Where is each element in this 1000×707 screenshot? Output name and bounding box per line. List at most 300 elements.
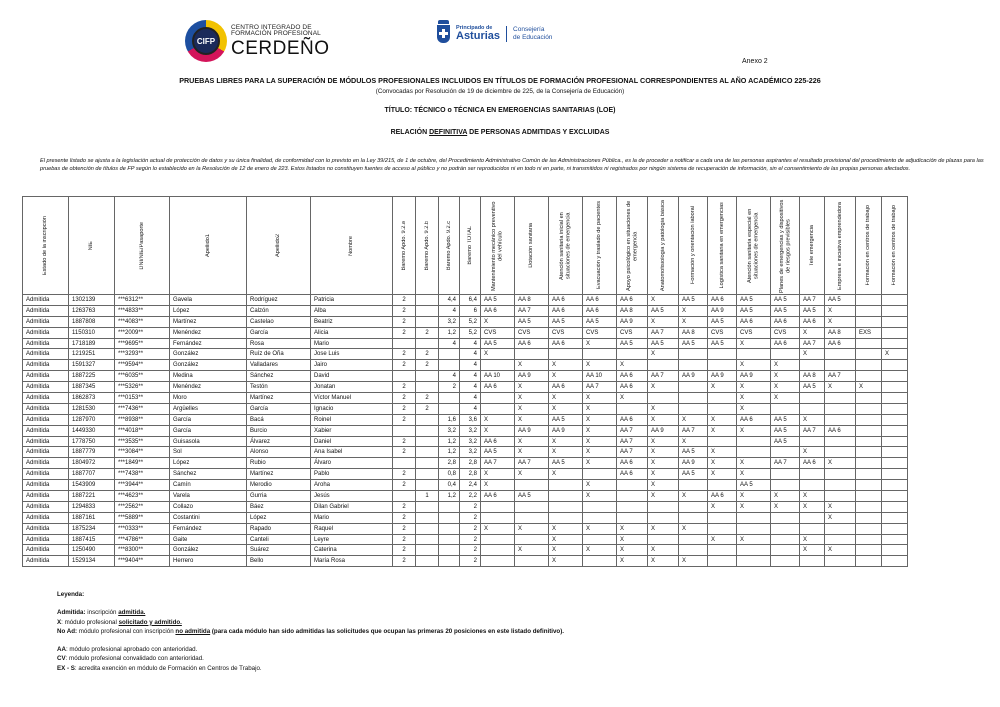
- table-cell: [617, 349, 648, 360]
- annex-label: Anexo 2: [742, 58, 768, 65]
- table-cell: 4: [460, 382, 481, 393]
- table-cell: X: [648, 469, 679, 480]
- table-cell: Merodio: [247, 480, 311, 491]
- table-cell: [481, 360, 515, 371]
- legend-item: CV: módulo profesional convalidado con anterioridad.: [57, 655, 204, 663]
- table-cell: [882, 523, 908, 534]
- table-cell: Mario: [311, 512, 393, 523]
- table-cell: Fernández: [170, 523, 247, 534]
- privacy-notice: El presente listado se ajusta a la legislación actual de protección de datos y su única finalidad, de conformidad con lo previsto en la Ley 39/215, de 1 de octubre, del Procedimiento Administrativo Común de las Administraciones Pública., es la de proceder a notificar a cada una de las personas aspirantes el resultado provisional del procedimiento de adjudicación de plazas para las pruebas de obtención de títulos de FP según lo establecido en la Resolución de 12 de enero de 223. Estos listados no constituyen fuentes de acceso al público y no podrán ser reproducidos ni en todo ni en parte, ni transmitidos ni registrados por ningún sistema de recuperación de información, sin el consentimiento de las propias personas afectados.: [40, 158, 984, 173]
- table-cell: AA 9: [617, 316, 648, 327]
- table-cell: [882, 338, 908, 349]
- table-cell: 1804972: [69, 458, 115, 469]
- table-cell: X: [549, 556, 583, 567]
- table-cell: X: [708, 501, 737, 512]
- asturias-shield-icon: [437, 25, 450, 43]
- table-cell: [708, 512, 737, 523]
- table-cell: AA 9: [708, 305, 737, 316]
- table-cell: X: [708, 469, 737, 480]
- table-cell: ***7438**: [115, 469, 170, 480]
- table-cell: [882, 556, 908, 567]
- table-cell: 1887161: [69, 512, 115, 523]
- table-cell: [771, 403, 800, 414]
- table-cell: 0,4: [439, 480, 460, 491]
- table-cell: X: [549, 403, 583, 414]
- table-cell: 4: [460, 403, 481, 414]
- table-cell: ***4833**: [115, 305, 170, 316]
- table-cell: X: [800, 349, 825, 360]
- table-cell: AA 6: [583, 305, 617, 316]
- table-cell: Jairo: [311, 360, 393, 371]
- table-cell: Roinel: [311, 414, 393, 425]
- table-cell: 2: [393, 316, 416, 327]
- table-cell: 1887415: [69, 534, 115, 545]
- table-cell: [515, 480, 549, 491]
- table-cell: [856, 360, 882, 371]
- table-cell: AA 5: [679, 338, 708, 349]
- table-cell: [882, 458, 908, 469]
- table-cell: X: [771, 371, 800, 382]
- table-cell: Admitida: [23, 414, 69, 425]
- table-cell: López: [170, 305, 247, 316]
- table-cell: García: [247, 403, 311, 414]
- table-cell: 1887808: [69, 316, 115, 327]
- table-cell: [856, 491, 882, 502]
- table-cell: X: [481, 316, 515, 327]
- table-cell: [481, 403, 515, 414]
- table-cell: [648, 512, 679, 523]
- table-cell: X: [583, 480, 617, 491]
- table-cell: [679, 501, 708, 512]
- column-header: Atención sanitaria inicial en situaciones de emergencia: [549, 197, 583, 295]
- table-cell: X: [549, 469, 583, 480]
- table-cell: ***1849**: [115, 458, 170, 469]
- table-cell: [771, 534, 800, 545]
- table-cell: [825, 436, 856, 447]
- table-cell: [771, 512, 800, 523]
- table-cell: [825, 556, 856, 567]
- table-cell: AA 6: [515, 338, 549, 349]
- table-cell: AA 8: [825, 327, 856, 338]
- table-cell: 2: [460, 512, 481, 523]
- table-cell: X: [800, 501, 825, 512]
- table-cell: 2: [460, 501, 481, 512]
- cifp-cerdeno-logo: [185, 20, 330, 62]
- table-cell: [583, 501, 617, 512]
- table-cell: AA 6: [771, 316, 800, 327]
- table-cell: Admitida: [23, 491, 69, 502]
- table-cell: X: [549, 393, 583, 404]
- table-cell: 2: [393, 501, 416, 512]
- table-cell: 1302139: [69, 295, 115, 306]
- table-cell: AA 7: [515, 305, 549, 316]
- table-cell: 3,2: [439, 316, 460, 327]
- table-cell: Rubio: [247, 458, 311, 469]
- table-cell: CVS: [515, 327, 549, 338]
- table-cell: [549, 349, 583, 360]
- table-cell: AA 5: [481, 338, 515, 349]
- table-row: [23, 436, 908, 447]
- table-cell: X: [549, 523, 583, 534]
- table-cell: [583, 469, 617, 480]
- table-cell: García: [247, 327, 311, 338]
- table-cell: [393, 338, 416, 349]
- table-cell: X: [800, 491, 825, 502]
- table-cell: [416, 469, 439, 480]
- table-cell: González: [170, 349, 247, 360]
- table-cell: X: [737, 469, 771, 480]
- table-cell: X: [771, 501, 800, 512]
- table-cell: AA 6: [481, 382, 515, 393]
- table-cell: Admitida: [23, 316, 69, 327]
- table-cell: X: [771, 393, 800, 404]
- table-cell: Admitida: [23, 371, 69, 382]
- table-cell: X: [549, 447, 583, 458]
- table-cell: X: [583, 447, 617, 458]
- cifp-circle-icon: [185, 20, 227, 62]
- table-cell: [708, 349, 737, 360]
- table-cell: AA 5: [800, 382, 825, 393]
- table-cell: 1,2: [439, 436, 460, 447]
- table-cell: [679, 480, 708, 491]
- table-cell: AA 6: [617, 371, 648, 382]
- column-header: Mantenimiento mecánico preventivo del vehículo: [481, 197, 515, 295]
- column-header: Apellido2: [247, 197, 311, 295]
- table-cell: Rosa: [247, 338, 311, 349]
- table-cell: AA 6: [617, 414, 648, 425]
- table-cell: Patricia: [311, 295, 393, 306]
- table-cell: X: [679, 491, 708, 502]
- table-cell: AA 7: [800, 338, 825, 349]
- table-cell: [439, 523, 460, 534]
- table-cell: X: [515, 447, 549, 458]
- table-cell: Caterina: [311, 545, 393, 556]
- table-cell: Castelao: [247, 316, 311, 327]
- table-cell: X: [617, 545, 648, 556]
- table-cell: [549, 480, 583, 491]
- table-cell: ***0153**: [115, 393, 170, 404]
- table-cell: AA 8: [800, 371, 825, 382]
- table-cell: [856, 556, 882, 567]
- table-cell: X: [515, 360, 549, 371]
- table-cell: X: [708, 382, 737, 393]
- table-cell: X: [679, 436, 708, 447]
- table-cell: Menéndez: [170, 382, 247, 393]
- table-cell: ***4018**: [115, 425, 170, 436]
- table-cell: Gavela: [170, 295, 247, 306]
- table-cell: 1449330: [69, 425, 115, 436]
- table-cell: AA 7: [679, 425, 708, 436]
- table-cell: [825, 349, 856, 360]
- column-header: Apoyo psicológico en situaciones de emergencia: [617, 197, 648, 295]
- table-cell: X: [648, 382, 679, 393]
- table-cell: AA 5: [825, 295, 856, 306]
- legend-item: AA: módulo profesional aprobado con anterioridad.: [57, 646, 198, 654]
- table-cell: AA 10: [583, 371, 617, 382]
- table-cell: ***4623**: [115, 491, 170, 502]
- table-cell: 1,2: [439, 447, 460, 458]
- table-cell: X: [648, 480, 679, 491]
- table-cell: X: [737, 458, 771, 469]
- table-cell: [856, 425, 882, 436]
- table-cell: Admitida: [23, 382, 69, 393]
- table-cell: Collazo: [170, 501, 247, 512]
- column-header: Logística sanitaria en emergencias: [708, 197, 737, 295]
- table-row: [23, 480, 908, 491]
- table-cell: [882, 403, 908, 414]
- column-header: Formación en centros de trabajo: [856, 197, 882, 295]
- table-cell: 1529134: [69, 556, 115, 567]
- table-cell: [771, 447, 800, 458]
- table-cell: [856, 316, 882, 327]
- table-cell: [737, 349, 771, 360]
- column-header: Baremo Apdo. 9.2.c: [439, 197, 460, 295]
- table-cell: X: [617, 534, 648, 545]
- table-cell: 2: [393, 295, 416, 306]
- table-cell: 4: [460, 349, 481, 360]
- table-cell: [856, 447, 882, 458]
- table-cell: 1281530: [69, 403, 115, 414]
- table-cell: [771, 556, 800, 567]
- table-cell: Rodríguez: [247, 295, 311, 306]
- table-cell: X: [737, 403, 771, 414]
- table-cell: X: [800, 534, 825, 545]
- table-cell: ***3293**: [115, 349, 170, 360]
- table-cell: [825, 393, 856, 404]
- column-header: Baremo Apdo. 9.2.a: [393, 197, 416, 295]
- table-cell: [882, 501, 908, 512]
- table-cell: Martínez: [247, 469, 311, 480]
- table-cell: [679, 512, 708, 523]
- table-cell: AA 7: [583, 382, 617, 393]
- table-cell: AA 5: [771, 436, 800, 447]
- table-cell: X: [648, 349, 679, 360]
- table-cell: X: [481, 469, 515, 480]
- table-cell: Guisasola: [170, 436, 247, 447]
- table-cell: X: [825, 512, 856, 523]
- table-cell: X: [737, 338, 771, 349]
- table-cell: ***3084**: [115, 447, 170, 458]
- table-cell: ***3944**: [115, 480, 170, 491]
- table-cell: 2,4: [460, 480, 481, 491]
- table-cell: Admitida: [23, 327, 69, 338]
- table-cell: AA 8: [617, 305, 648, 316]
- table-cell: AA 7: [800, 425, 825, 436]
- table-cell: [481, 556, 515, 567]
- table-row: [23, 458, 908, 469]
- table-cell: X: [481, 480, 515, 491]
- table-cell: 1887225: [69, 371, 115, 382]
- table-cell: X: [679, 414, 708, 425]
- table-cell: AA 5: [481, 295, 515, 306]
- table-row: [23, 414, 908, 425]
- table-cell: [825, 523, 856, 534]
- table-cell: AA 7: [617, 447, 648, 458]
- table-cell: [679, 403, 708, 414]
- table-cell: [856, 305, 882, 316]
- table-cell: AA 6: [737, 414, 771, 425]
- table-cell: [549, 512, 583, 523]
- table-row: [23, 501, 908, 512]
- table-cell: [882, 371, 908, 382]
- table-cell: CVS: [771, 327, 800, 338]
- table-cell: 4,4: [439, 295, 460, 306]
- table-cell: X: [648, 458, 679, 469]
- table-cell: X: [648, 295, 679, 306]
- table-row: [23, 327, 908, 338]
- column-header: Formación en centros de trabajo: [882, 197, 908, 295]
- legend: [57, 590, 564, 673]
- table-cell: [882, 360, 908, 371]
- table-cell: ***6035**: [115, 371, 170, 382]
- table-cell: X: [648, 491, 679, 502]
- table-cell: AA 9: [708, 371, 737, 382]
- table-cell: [416, 425, 439, 436]
- table-cell: AA 7: [617, 436, 648, 447]
- table-cell: [737, 447, 771, 458]
- degree-title: TÍTULO: TÉCNICO o TÉCNICA EN EMERGENCIAS SANITARIAS (LOE): [384, 107, 616, 114]
- table-cell: 3,2: [460, 447, 481, 458]
- table-cell: Ignacio: [311, 403, 393, 414]
- table-cell: Admitida: [23, 458, 69, 469]
- table-cell: [882, 425, 908, 436]
- table-cell: Admitida: [23, 480, 69, 491]
- table-cell: CVS: [583, 327, 617, 338]
- table-cell: 5,2: [460, 327, 481, 338]
- table-cell: Álvaro: [311, 458, 393, 469]
- table-cell: Varela: [170, 491, 247, 502]
- dept-line2: de Educación: [513, 34, 553, 41]
- table-cell: [737, 556, 771, 567]
- table-cell: [825, 469, 856, 480]
- table-cell: Calzón: [247, 305, 311, 316]
- table-cell: Bacá: [247, 414, 311, 425]
- table-cell: 2: [416, 393, 439, 404]
- column-header: Anatomofisiología y patología básica: [648, 197, 679, 295]
- table-cell: 2: [393, 393, 416, 404]
- table-cell: Sol: [170, 447, 247, 458]
- table-cell: [416, 305, 439, 316]
- table-cell: Bello: [247, 556, 311, 567]
- table-cell: 1,2: [439, 491, 460, 502]
- table-cell: Víctor Manuel: [311, 393, 393, 404]
- table-row: [23, 512, 908, 523]
- asturias-small: Principado de: [456, 24, 493, 31]
- table-cell: AA 5: [549, 414, 583, 425]
- table-cell: X: [771, 491, 800, 502]
- table-cell: X: [825, 458, 856, 469]
- table-row: [23, 371, 908, 382]
- table-cell: Admitida: [23, 512, 69, 523]
- table-cell: [679, 382, 708, 393]
- table-cell: AA 5: [679, 469, 708, 480]
- table-cell: X: [583, 425, 617, 436]
- table-cell: AA 6: [708, 295, 737, 306]
- table-cell: X: [583, 523, 617, 534]
- table-cell: X: [800, 447, 825, 458]
- table-cell: [416, 371, 439, 382]
- table-cell: Sánchez: [247, 371, 311, 382]
- table-cell: X: [583, 393, 617, 404]
- table-cell: X: [549, 360, 583, 371]
- table-cell: [416, 523, 439, 534]
- table-cell: X: [737, 501, 771, 512]
- table-cell: AA 5: [771, 295, 800, 306]
- table-cell: [800, 469, 825, 480]
- table-cell: [416, 534, 439, 545]
- table-cell: AA 5: [679, 447, 708, 458]
- table-cell: Valladares: [247, 360, 311, 371]
- table-cell: Beatriz: [311, 316, 393, 327]
- table-cell: AA 6: [481, 436, 515, 447]
- table-cell: AA 6: [771, 338, 800, 349]
- table-cell: EXS: [856, 327, 882, 338]
- table-cell: Rapado: [247, 523, 311, 534]
- table-cell: X: [583, 414, 617, 425]
- table-cell: [856, 480, 882, 491]
- table-cell: 2,2: [460, 491, 481, 502]
- column-header: Dotación sanitaria: [515, 197, 549, 295]
- table-cell: ***4786**: [115, 534, 170, 545]
- table-cell: [416, 480, 439, 491]
- table-cell: ***3535**: [115, 436, 170, 447]
- table-cell: X: [856, 382, 882, 393]
- table-cell: Suárez: [247, 545, 311, 556]
- table-cell: García: [170, 425, 247, 436]
- table-cell: Admitida: [23, 305, 69, 316]
- table-cell: ***9404**: [115, 556, 170, 567]
- table-cell: [771, 523, 800, 534]
- table-cell: 2: [393, 436, 416, 447]
- table-cell: AA 5: [737, 480, 771, 491]
- table-cell: AA 6: [800, 458, 825, 469]
- table-cell: 1263763: [69, 305, 115, 316]
- column-header: Nombre: [311, 197, 393, 295]
- table-cell: CVS: [737, 327, 771, 338]
- table-cell: [737, 523, 771, 534]
- table-cell: X: [583, 360, 617, 371]
- table-cell: [481, 545, 515, 556]
- header-logos: [185, 20, 605, 68]
- table-cell: [882, 382, 908, 393]
- table-cell: 1219251: [69, 349, 115, 360]
- table-cell: X: [679, 556, 708, 567]
- table-cell: X: [583, 338, 617, 349]
- table-cell: [393, 458, 416, 469]
- table-cell: 2: [460, 534, 481, 545]
- table-cell: 4: [460, 371, 481, 382]
- table-cell: X: [481, 425, 515, 436]
- column-header: DNI/NIE/Pasaporte: [115, 197, 170, 295]
- table-cell: Admitida: [23, 360, 69, 371]
- table-cell: Admitida: [23, 545, 69, 556]
- table-row: [23, 360, 908, 371]
- table-cell: AA 5: [737, 305, 771, 316]
- table-cell: Camín: [170, 480, 247, 491]
- table-cell: [800, 523, 825, 534]
- table-cell: [856, 469, 882, 480]
- table-cell: 1: [416, 491, 439, 502]
- table-cell: [481, 534, 515, 545]
- table-cell: [800, 556, 825, 567]
- table-cell: 2: [393, 360, 416, 371]
- table-cell: AA 7: [648, 327, 679, 338]
- table-cell: ***8938**: [115, 414, 170, 425]
- table-cell: [882, 447, 908, 458]
- table-cell: [515, 349, 549, 360]
- table-cell: [416, 458, 439, 469]
- table-cell: 0,8: [439, 469, 460, 480]
